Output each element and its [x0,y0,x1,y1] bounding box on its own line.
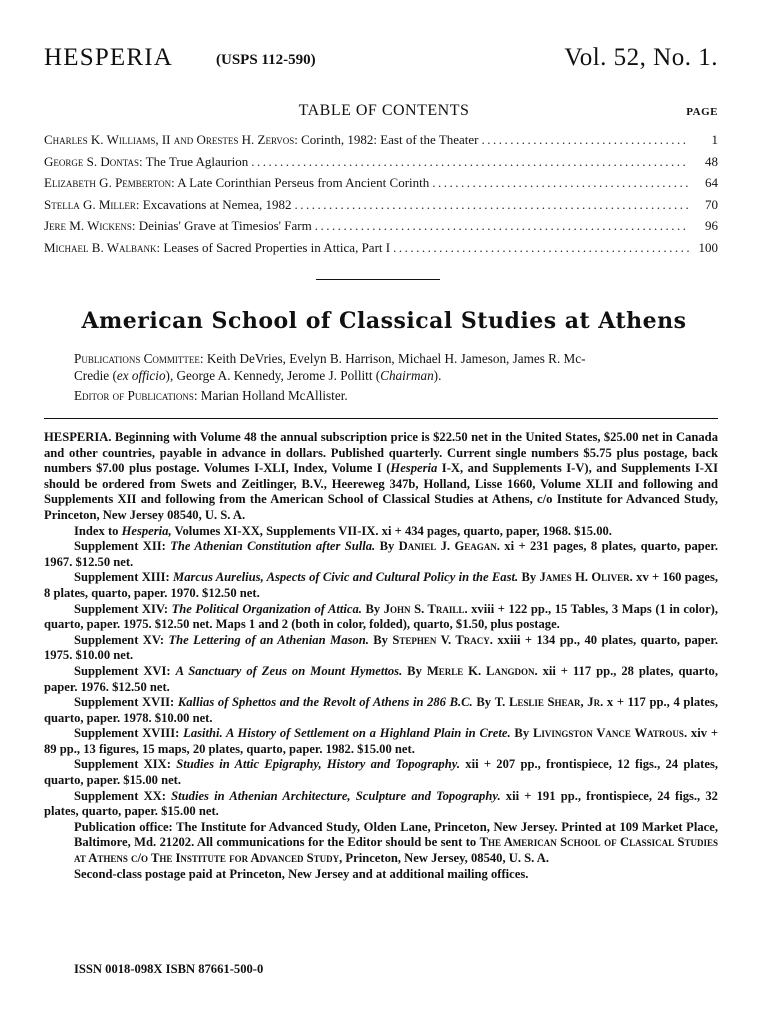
subscription-info [44,430,718,882]
editor-line [74,388,718,404]
t: Studies in Attic Epigraphy, History and Topography. [176,757,460,772]
supplement-xvi [44,664,718,695]
t: Supplement XIX: [74,757,177,772]
t: By [368,632,393,647]
supplement-xviii [44,726,718,757]
t: The Athenian Constitution after Sulla. [170,539,376,554]
toc-entry[interactable] [44,240,718,262]
toc-page: 96 [705,218,718,233]
t: xii + 191 pp., frontispiece, 24 figs., 32 plates, quarto, paper. $15.00 net. [44,788,718,819]
toc-title: TABLE OF CONTENTS [298,102,470,119]
toc-page: 48 [705,153,718,169]
index-entry [44,524,718,540]
journal-title: HESPERIA [44,44,174,71]
supplement-xii [44,539,718,570]
t: Supplement XVII: [74,695,178,710]
toc-author: Jere M. Wickens [44,218,132,233]
committee-label: Publications Committee: [74,351,204,366]
toc-author: George S. Dontas [44,153,140,169]
t: By [402,663,427,678]
toc-page-label: PAGE [686,106,718,118]
t: Hesperia, [121,523,172,538]
editor-name: Marian Holland McAllister. [197,388,348,403]
supplement-xv [44,633,718,664]
toc-article-title: : Leases of Sacred Properties in Attica, Part I [156,239,391,255]
school-name: American School of Classical Studies at Athens [81,308,687,334]
t: . xviii + 122 pp., 15 Tables, 3 Maps (1 in color), quarto, paper. 1975. $12.50 net. Maps 1 and 2 (both in color, folded), quarto, $1.50, plus postage. [44,601,718,632]
toc-page: 70 [705,196,718,212]
supplement-xiv [44,602,718,633]
t: By [375,539,399,554]
publications-committee [74,350,718,384]
toc-article-title: : Deinias' Grave at Timesios' Farm [131,218,312,233]
t: x + 117 pp., 4 plates, quarto, paper. 1978. $10.00 net. [44,695,719,725]
t: By [361,601,384,616]
dot-leader [295,197,689,213]
toc-entry[interactable] [44,154,718,176]
t: . xiv + 89 pp., 13 figures, 15 maps, 20 plates, quarto, paper. 1982. $15.00 net. [44,726,719,756]
t: A Sanctuary of Zeus on Mount Hymettos. [175,663,403,678]
toc-article-title: : Excavations at Nemea, 1982 [135,196,292,212]
t: Supplement XV: [74,632,169,647]
toc-author: Charles K. Williams, II and Orestes H. Zervos [44,132,295,147]
t: By [510,726,533,741]
toc-page: 100 [698,239,718,255]
publication-office [44,820,718,867]
committee-members-end: ). [433,368,442,383]
toc-author: Michael B. Walbank [44,239,157,255]
t: The Political Organization of Attica. [171,601,362,616]
t: Supplement XX: [74,788,172,803]
supplement-xx [44,789,718,820]
intro-paragraph [44,430,718,524]
t: Supplement XVIII: [74,726,184,741]
ex-officio: ex officio [116,368,166,383]
dot-leader [432,175,689,191]
editor-label: Editor of Publications: [74,388,198,403]
t: Livingston Vance Watrous [532,726,684,741]
t: xii + 207 pp., frontispiece, 12 figs., 24 plates, quarto, paper. $15.00 net. [44,757,718,788]
t: Publication office: The Institute for Advanced Study, Olden Lane, Princeton, New Jersey. Printed at 109 Market Place, Baltimore, Md. 21202. All communications for the Editor should be sent to [74,819,718,850]
t: Supplement XIII: [74,570,174,585]
toc-entry[interactable] [44,197,718,219]
usps-number: (USPS 112-590) [216,52,316,68]
supplement-xix [44,757,718,788]
postage-note: Second-class postage paid at Princeton, New Jersey and at additional mailing offices. [74,866,529,881]
t: Marcus Aurelius, Aspects of Civic and Cultural Policy in the East. [173,570,519,585]
t: By [472,695,495,710]
dot-leader [482,132,689,148]
toc-author: Elizabeth G. Pemberton [44,175,172,190]
section-divider [316,279,440,280]
committee-members-cont: Credie ( [74,368,117,383]
t: Index to [74,523,122,538]
t: John S. Traill [383,601,465,616]
t: Supplement XII: [74,539,171,554]
page-header [44,44,718,78]
t: Lasithi. A History of Settlement on a Highland Plain in Crete. [183,726,511,741]
toc-entry[interactable] [44,218,718,240]
toc-entry[interactable] [44,175,718,197]
toc-article-title: : Corinth, 1982: East of the Theater [294,132,479,147]
intro-text: HESPERIA. Beginning with Volume 48 the annual subscription price is $22.50 net in the United States, $25.00 net in Canada and other countries, payable in advance in dollars. Published quarterly. Current single numbers $5.75 plus postage, back numbers $7.00 plus postage. Volumes I-XLI, Index, Volume I ( [44,430,718,476]
t: Merle K. Langdon [426,663,535,678]
t: T. Leslie Shear, Jr. [494,695,604,710]
dot-leader [251,154,689,170]
t: Volumes XI-XX, Supplements VII-IX. xi + 434 pages, quarto, paper, 1968. $15.00. [171,523,612,538]
supplement-xvii [44,695,718,726]
t: By [518,570,540,585]
dot-leader [393,240,689,256]
supplement-xiii [44,570,718,601]
chairman: Chairman [380,368,434,383]
t: The American School of Classical Studies at Athens c/o The Institute for Advanced Study, [74,835,718,866]
toc-author: Stella G. Miller [44,196,136,212]
toc-entry[interactable] [44,132,718,154]
committee-members-cont: ), George A. Kennedy, Jerome J. Pollitt ( [165,368,381,383]
t: Stephen V. Tracy [392,632,490,647]
t: Princeton, New Jersey, 08540, U. S. A. [342,851,550,866]
intro-text-2: I-X, and Supplements I-V), and Supplements I-XI should be ordered from Swets and Zeitlinger, B.V., Heereweg 347b, Holland, Lisse 1660, Volume XLII and following and Supplements XII and following from the American School of Classical Studies at Athens, c/o Institute for Advanced Study, Princeton, New Jersey 08540, U. S. A. [44,461,718,522]
t: The Lettering of an Athenian Mason. [168,632,369,647]
t: James H. Oliver [539,570,630,585]
committee-members: Keith DeVries, Evelyn B. Harrison, Michael H. Jameson, James R. Mc- [203,351,586,366]
t: . xxiii + 134 pp., 40 plates, quarto, paper. 1975. $10.00 net. [44,632,718,663]
t: . xv + 160 pages, 8 plates, quarto, paper. 1970. $12.50 net. [44,570,719,600]
t: . xii + 117 pp., 28 plates, quarto, paper. 1976. $12.50 net. [44,663,718,694]
toc-page: 64 [705,175,718,190]
toc-article-title: : A Late Corinthian Perseus from Ancient Corinth [171,175,430,190]
issn-isbn: ISSN 0018-098X ISBN 87661-500-0 [74,962,264,976]
dot-leader [315,218,689,234]
t: Studies in Athenian Architecture, Sculpture and Topography. [171,788,501,803]
t: Supplement XIV: [74,601,172,616]
toc-article-title: : The True Aglaurion [139,153,249,169]
volume-number: Vol. 52, No. 1. [564,44,718,71]
t: . xi + 231 pages, 8 plates, quarto, paper. 1967. $12.50 net. [44,539,718,569]
t: Kallias of Sphettos and the Revolt of Athens in 286 B.C. [177,695,473,710]
t: Supplement XVI: [74,663,176,678]
table-of-contents [44,132,718,261]
toc-page: 1 [711,132,718,147]
t: Daniel J. Geagan [398,539,497,554]
divider-line [44,418,718,419]
intro-italic: Hesperia [390,461,438,476]
